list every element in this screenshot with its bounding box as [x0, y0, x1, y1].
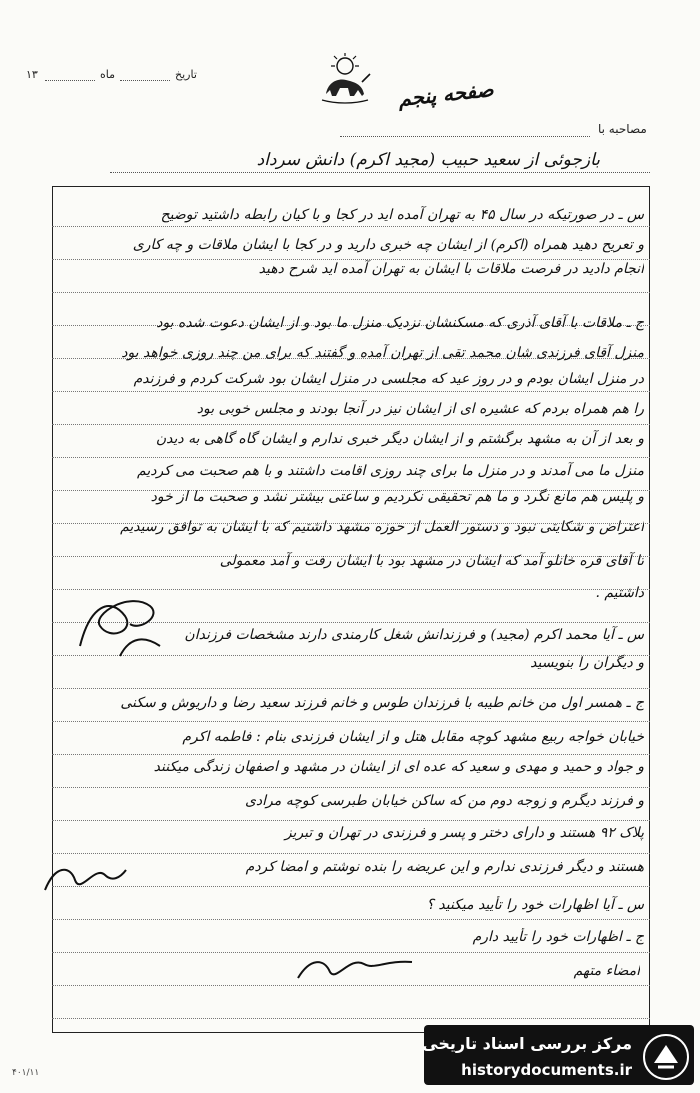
ruled-line [52, 292, 650, 293]
ruled-line [52, 919, 650, 920]
ruled-line [52, 424, 650, 425]
ruled-line [52, 886, 650, 887]
date-label: تاریخ [175, 68, 197, 81]
page-number-label: صفحه پنجم [397, 77, 495, 111]
year-suffix: ۱۳ [26, 68, 38, 81]
signature-label: امضاء متهم [573, 963, 640, 979]
ruled-line [52, 820, 650, 821]
archive-code: ۴۰۱/۱۱ [12, 1068, 40, 1078]
interview-dotline [340, 136, 590, 137]
subject-line: بازجوئی از سعید حبیب (مجید اکرم) دانش سرداد [256, 150, 600, 170]
ruled-line [52, 754, 650, 755]
text-line: س ـ در صورتیکه در سال ۴۵ به تهران آمده اید در کجا و با کیان رابطه داشتید توضیح [160, 207, 644, 223]
signature-scribble [40, 860, 130, 900]
text-line: ج ـ همسر اول من خانم طیبه با فرزندان طوس و خانم فرزند سعید رضا و داریوش و سکنی [120, 695, 644, 711]
text-line: س ـ آیا محمد اکرم (مجید) و فرزندانش شغل کارمندی دارند مشخصات فرزندان [184, 627, 644, 643]
lion-and-sun-emblem [318, 52, 372, 106]
signature-scribble [290, 950, 420, 986]
ruled-line [52, 853, 650, 854]
watermark-site: historydocuments.ir [461, 1061, 632, 1079]
ruled-line [52, 391, 650, 392]
month-label: ماه [100, 68, 116, 81]
subject-dotline [110, 172, 650, 173]
watermark-org-name: مرکز بررسی اسناد تاریخی [422, 1034, 632, 1053]
text-line: خیابان خواجه ربیع مشهد کوچه مقابل هتل و از ایشان فرزندی بنام : فاطمه اکرم [182, 729, 644, 745]
text-line: ج ـ ملاقات با آقای آذری که مسکنشان نزدیک منزل ما بود و از ایشان دعوت شده بود [156, 315, 644, 331]
ruled-line [52, 226, 650, 227]
text-line: و دیگران را بنویسید [530, 655, 644, 671]
text-line: در منزل ایشان بودم و در روز عید که مجلسی در منزل ایشان بود شرکت کردم و فرزندم [133, 371, 644, 387]
text-line: داشتیم . [595, 585, 644, 601]
text-line: پلاک ۹۲ هستند و دارای دختر و پسر و فرزندی در تهران و تبریز [284, 825, 644, 841]
date-dotline [120, 80, 170, 81]
text-line: منزل ما می آمدند و در منزل ما برای چند روزی اقامت داشتند و با هم صحبت می کردیم [137, 463, 644, 479]
signature-scribble [70, 586, 170, 666]
text-line: انجام دادید در فرصت ملاقات با ایشان به تهران آمده اید شرح دهید [258, 261, 644, 277]
text-line: و پلیس هم مانع نگرد و ما هم تحقیقی نکردیم و ساعتی بیشتر نشد و صحبت ما از خود [150, 489, 644, 505]
archive-logo-icon [642, 1033, 690, 1081]
month-dotline [45, 80, 95, 81]
text-line: را هم همراه بردم که عشیره ای از ایشان نیز در آنجا بودند و مجلس خوبی بود [196, 401, 644, 417]
ruled-line [52, 787, 650, 788]
interview-label: مصاحبه با [598, 122, 647, 136]
text-line: و فرزند دیگرم و زوجه دوم من که ساکن خیابان طبرسی کوچه مرادی [244, 793, 644, 809]
text-line: و تعریح دهید همراه (اکرم) از ایشان چه خبری دارید و در کجا با ایشان ملاقات و چه کاری [132, 237, 644, 253]
text-line: اعتراض و شکایتی نبود و دستور العمل از حوزه مشهد داشتیم که با ایشان به توافق رسیدیم [120, 519, 644, 535]
ruled-line [52, 721, 650, 722]
ruled-line [52, 688, 650, 689]
text-line: تا آقای قره خانلو آمد که ایشان در مشهد بود با ایشان رفت و آمد معمولی [219, 553, 644, 569]
text-line: هستند و دیگر فرزندی ندارم و این عریضه را بنده نوشتم و امضا کردم [245, 859, 644, 875]
text-line: ج ـ اظهارات خود را تأیید دارم [472, 929, 644, 945]
text-line: و بعد از آن به مشهد برگشتم و از ایشان دیگر خبری ندارم و ایشان گاه گاهی به دیدن [155, 431, 644, 447]
text-line: و جواد و حمید و مهدی و سعید که عده ای از ایشان در مشهد و اصفهان زندگی میکنند [153, 759, 644, 775]
ruled-line [52, 457, 650, 458]
ruled-line [52, 1018, 650, 1019]
text-line: منزل آقای فرزندی شان محمد تقی از تهران آمده و گفتند که برای من چند روزی خواهد بود [121, 345, 644, 361]
text-line: س ـ آیا اظهارات خود را تأیید میکنید ؟ [426, 897, 644, 913]
